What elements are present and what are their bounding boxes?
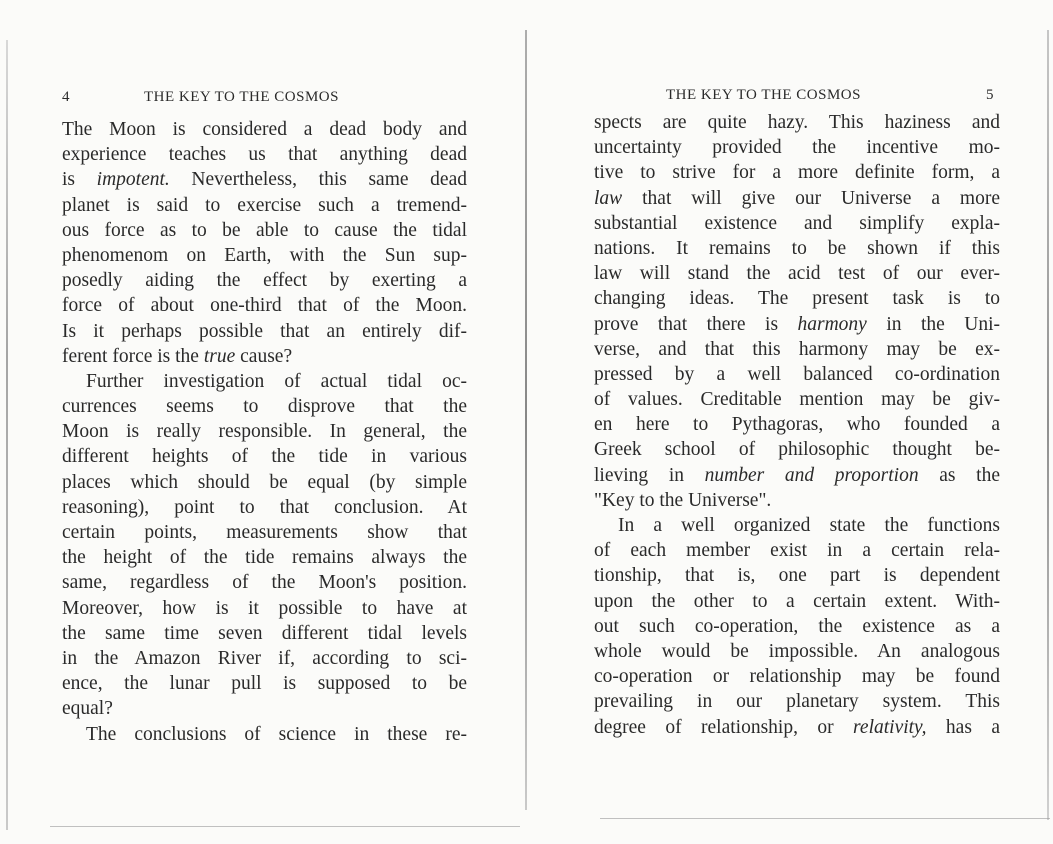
text-line: nations. It remains to be shown if this bbox=[594, 237, 1000, 259]
text-line: is impotent. Nevertheless, this same dead bbox=[62, 169, 467, 191]
text-line: in the Amazon River if, according to sci- bbox=[62, 647, 467, 669]
text-line: planet is said to exercise such a tremend- bbox=[62, 194, 467, 216]
text-line: posedly aiding the effect by exerting a bbox=[62, 270, 467, 292]
text-line: reasoning), point to that conclusion. At bbox=[62, 496, 467, 518]
text-line: Is it perhaps possible that an entirely dif- bbox=[62, 320, 467, 342]
text-line: prevailing in our planetary system. This bbox=[594, 691, 1000, 713]
text-line: prove that there is harmony in the Uni- bbox=[594, 313, 1000, 335]
text-line: ence, the lunar pull is supposed to be bbox=[62, 673, 467, 695]
text-line: phenomenom on Earth, with the Sun sup- bbox=[62, 244, 467, 266]
text-line: Moon is really responsible. In general, the bbox=[62, 421, 467, 443]
left-running-head bbox=[62, 84, 467, 106]
right-running-title: THE KEY TO THE COSMOS bbox=[666, 87, 861, 103]
text-line: force of about one-third that of the Moon. bbox=[62, 295, 467, 317]
text-line: lieving in number and proportion as the bbox=[594, 464, 1000, 486]
right-page-number: 5 bbox=[986, 87, 994, 103]
text-line: different heights of the tide in various bbox=[62, 446, 467, 468]
text-line: degree of relationship, or relativity, has a bbox=[594, 716, 1000, 738]
left-running-title: THE KEY TO THE COSMOS bbox=[144, 89, 339, 105]
text-line: certain points, measurements show that bbox=[62, 522, 467, 543]
text-line: en here to Pythagoras, who founded a bbox=[594, 414, 1000, 436]
right-page-bottom-edge bbox=[600, 818, 1050, 819]
left-page-edge bbox=[6, 40, 8, 830]
text-line: law that will give our Universe a more bbox=[594, 187, 1000, 209]
text-line: Greek school of philosophic thought be- bbox=[594, 439, 1000, 461]
text-line: spects are quite hazy. This haziness and bbox=[594, 112, 1000, 133]
left-page-body bbox=[62, 117, 467, 747]
text-line: substantial existence and simplify expla- bbox=[594, 212, 1000, 234]
left-page bbox=[62, 84, 467, 747]
text-line: currences seems to disprove that the bbox=[62, 396, 467, 418]
text-line: co-operation or relationship may be found bbox=[594, 666, 1000, 688]
text-line: The conclusions of science in these re- bbox=[86, 723, 467, 745]
text-line: of each member exist in a certain rela- bbox=[594, 540, 1000, 562]
text-line: In a well organized state the functions bbox=[618, 515, 1000, 536]
text-line: uncertainty provided the incentive mo- bbox=[594, 137, 1000, 159]
text-line: ferent force is the true cause? bbox=[62, 345, 293, 367]
right-running-head bbox=[594, 84, 1000, 106]
text-line: equal? bbox=[62, 698, 113, 720]
text-line: whole would be impossible. An analogous bbox=[594, 640, 1000, 662]
text-line: the height of the tide remains always the bbox=[62, 547, 467, 569]
right-page bbox=[594, 84, 1000, 740]
text-line: the same time seven different tidal levels bbox=[62, 622, 467, 644]
book-gutter bbox=[525, 30, 527, 810]
text-line: experience teaches us that anything dead bbox=[62, 144, 467, 166]
text-line: pressed by a well balanced co-ordination bbox=[594, 363, 1000, 385]
right-page-edge bbox=[1047, 30, 1049, 820]
text-line: Moreover, how is it possible to have at bbox=[62, 597, 467, 619]
left-page-bottom-edge bbox=[50, 826, 520, 827]
text-line: changing ideas. The present task is to bbox=[594, 288, 1000, 310]
text-line: places which should be equal (by simple bbox=[62, 471, 467, 493]
text-line: tive to strive for a more definite form, a bbox=[594, 162, 1000, 184]
text-line: The Moon is considered a dead body and bbox=[62, 119, 467, 140]
text-line: same, regardless of the Moon's position. bbox=[62, 572, 467, 594]
right-page-body bbox=[594, 110, 1000, 740]
text-line: upon the other to a certain extent. With- bbox=[594, 590, 1000, 612]
text-line: Further investigation of actual tidal oc- bbox=[86, 370, 467, 392]
left-page-number: 4 bbox=[62, 89, 70, 105]
text-line: out such co-operation, the existence as a bbox=[594, 615, 1000, 637]
text-line: tionship, that is, one part is dependent bbox=[594, 565, 1000, 587]
text-line: verse, and that this harmony may be ex- bbox=[594, 338, 1000, 360]
text-line: law will stand the acid test of our ever- bbox=[594, 263, 1000, 285]
text-line: ous force as to be able to cause the tidal bbox=[62, 219, 467, 241]
text-line: "Key to the Universe". bbox=[594, 489, 772, 511]
text-line: of values. Creditable mention may be giv- bbox=[594, 389, 1000, 411]
